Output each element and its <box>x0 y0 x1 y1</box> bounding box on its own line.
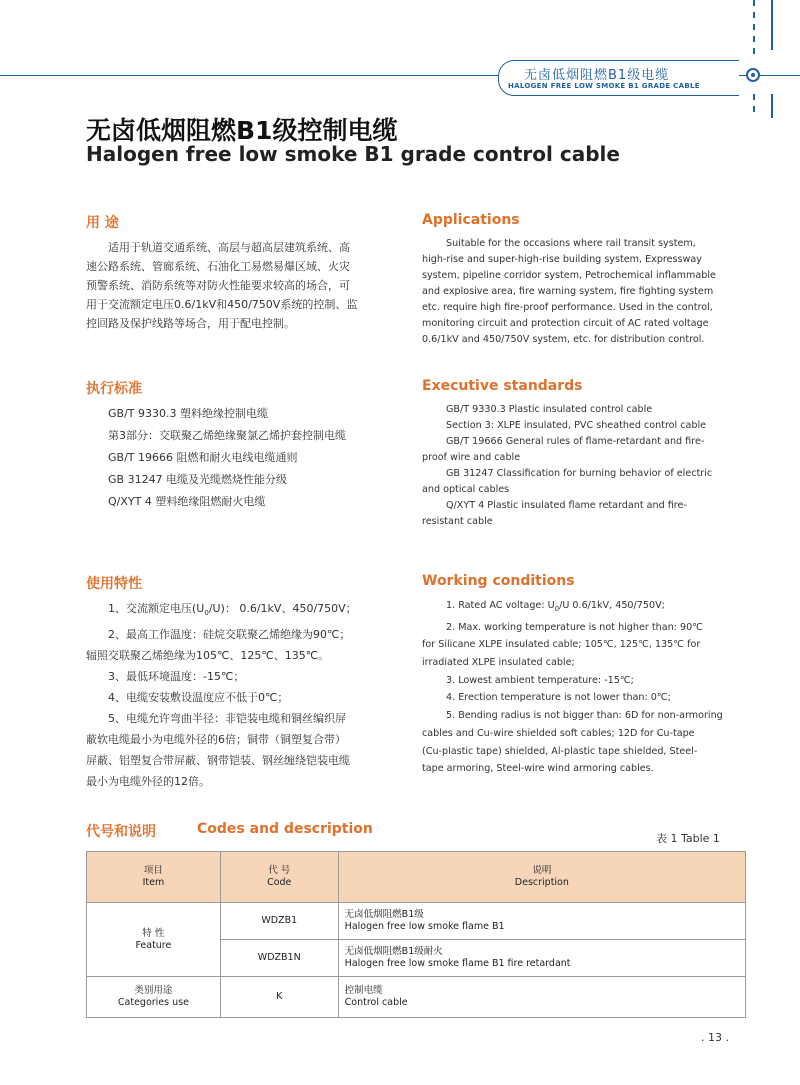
text-line: GB/T 9330.3 Plastic insulated control cable <box>446 404 653 415</box>
text-line: 0.6/1kV and 450/750V system, etc. for distribution control. <box>422 334 705 345</box>
text-fragment: 1、交流额定电压(U <box>108 602 205 615</box>
header-dash-mark <box>753 94 755 100</box>
standards-text-en <box>422 402 734 530</box>
text-line: 控回路及保护线路等场合，用于配电控制。 <box>86 317 295 330</box>
standards-text-cn <box>108 403 408 513</box>
text-line: 最小为电缆外径的12倍。 <box>86 775 210 789</box>
text-line: etc. require high fire-proof performance. Used in the control, <box>422 302 713 313</box>
section-heading-standards-en: Executive standards <box>422 378 583 394</box>
table-label: 表 1 Table 1 <box>656 832 720 845</box>
header-code-en: Code <box>267 877 292 888</box>
page-title-cn: 无卤低烟阻燃B1级控制电缆 <box>86 116 398 145</box>
subscript: 0 <box>204 609 209 618</box>
code-cell: WDZB1N <box>220 940 338 977</box>
code-cell: K <box>220 977 338 1018</box>
text-line <box>86 598 398 624</box>
header-dash-mark <box>753 48 755 54</box>
header-dash-mark <box>753 36 755 42</box>
text-line: Q/XYT 4 塑料绝缘阻燃耐火电缆 <box>108 495 266 508</box>
text-line: monitoring circuit and protection circuit of AC rated voltage <box>422 318 709 329</box>
text-line: Q/XYT 4 Plastic insulated flame retardant and fire- <box>446 500 687 511</box>
section-heading-codes-en: Codes and description <box>197 821 373 837</box>
text-line: GB 31247 Classification for burning behavior of electric <box>446 468 713 479</box>
page-title-en: Halogen free low smoke B1 grade control cable <box>86 142 620 166</box>
text-line: 速公路系统、管廊系统、石油化工易燃易爆区域、火灾 <box>86 260 350 273</box>
applications-text-cn <box>86 238 396 333</box>
feature-cn: 特 性 <box>142 927 165 939</box>
table-row <box>87 903 746 940</box>
page-number: . 13 . <box>701 1031 729 1044</box>
category-cell <box>87 977 221 1018</box>
text-line: (Cu-plastic tape) shielded, Al-plastic tape shielded, Steel- <box>422 745 698 757</box>
text-line: 4. Erection temperature is not lower than: 0℃; <box>446 692 671 704</box>
text-line: 4、电缆安装敷设温度应不低于0℃； <box>108 691 289 705</box>
code-cell: WDZB1 <box>220 903 338 940</box>
description-cn: 控制电缆 <box>344 985 383 996</box>
header-vertical-line <box>771 0 773 50</box>
text-line <box>422 597 736 619</box>
target-circle-icon <box>746 68 760 82</box>
text-fragment: 1. Rated AC voltage: U <box>446 600 555 611</box>
header-vertical-line <box>771 94 773 118</box>
applications-text-en <box>422 236 734 348</box>
text-line: Section 3: XLPE insulated, PVC sheathed control cable <box>446 420 707 431</box>
text-line: 2. Max. working temperature is not higher than: 90℃ <box>446 621 703 633</box>
section-heading-working-cn: 使用特性 <box>86 576 142 592</box>
header-title-en: HALOGEN FREE LOW SMOKE B1 GRADE CABLE <box>508 82 700 90</box>
text-line: cables and Cu-wire shielded soft cables; 12D for Cu-tape <box>422 727 695 739</box>
header-dash-mark <box>753 24 755 30</box>
text-line: GB/T 9330.3 塑料绝缘控制电缆 <box>108 407 268 420</box>
section-heading-applications-en: Applications <box>422 212 520 228</box>
text-line: 蔽软电缆最小为电缆外径的6倍；铜带（铜塑复合带） <box>86 733 346 747</box>
text-line: proof wire and cable <box>422 452 521 463</box>
text-fragment: /U 0.6/1kV, 450/750V; <box>559 600 665 611</box>
description-en: Halogen free low smoke flame B1 <box>344 921 505 932</box>
header-description <box>338 852 745 903</box>
text-line: GB/T 19666 General rules of flame-retardant and fire- <box>446 436 705 447</box>
header-dash-mark <box>753 0 755 6</box>
text-line: high-rise and super-high-rise building system, Expressway <box>422 254 702 265</box>
text-line: Suitable for the occasions where rail transit system, <box>446 238 696 249</box>
text-line: system, pipeline corridor system, Petrochemical inflammable <box>422 270 716 281</box>
text-line: and explosive area, fire warning system, fire fighting system <box>422 286 714 297</box>
description-cn: 无卤低烟阻燃B1级耐火 <box>344 946 443 957</box>
feature-en: Feature <box>135 939 172 951</box>
working-text-cn <box>86 598 398 792</box>
description-cell <box>338 977 745 1018</box>
subscript: 0 <box>554 604 560 613</box>
category-en: Categories use <box>117 997 189 1008</box>
category-cn: 类别用途 <box>134 985 173 996</box>
text-line: 屏蔽、铝塑复合带屏蔽、钢带铠装、钢丝缠绕铠装电缆 <box>86 754 350 768</box>
description-cell <box>338 940 745 977</box>
text-line: 第3部分：交联聚乙烯绝缘聚氯乙烯护套控制电缆 <box>108 429 346 442</box>
header-code-cn: 代 号 <box>268 865 291 876</box>
text-line: and optical cables <box>422 484 510 495</box>
header-code <box>220 852 338 903</box>
text-line: 预警系统、消防系统等对防火性能要求较高的场合，可 <box>86 279 350 292</box>
text-line: 5、电缆允许弯曲半径：非铠装电缆和铜丝编织屏 <box>108 712 346 726</box>
text-line: for Silicane XLPE insulated cable; 105℃, 125℃, 135℃ for <box>422 639 701 651</box>
text-line: GB 31247 电缆及光缆燃烧性能分级 <box>108 473 288 486</box>
text-line: 2、最高工作温度：硅烷交联聚乙烯绝缘为90℃； <box>108 628 351 642</box>
text-line: 5. Bending radius is not bigger than: 6D for non-armoring <box>446 710 723 722</box>
header-title-cn: 无卤低烟阻燃B1级电缆 <box>524 68 670 83</box>
table-row <box>87 977 746 1018</box>
text-line: 辐照交联聚乙烯绝缘为105℃、125℃、135℃。 <box>86 649 330 663</box>
description-en: Control cable <box>344 997 408 1008</box>
text-fragment: /U)： 0.6/1kV、450/750V； <box>208 602 357 615</box>
table-header-row <box>87 852 746 903</box>
section-heading-standards-cn: 执行标准 <box>86 381 142 397</box>
description-cell <box>338 903 745 940</box>
header-dash-mark <box>753 106 755 112</box>
text-line: 3. Lowest ambient temperature: -15℃; <box>446 674 634 686</box>
text-line: 适用于轨道交通系统、高层与超高层建筑系统、高 <box>108 241 350 254</box>
text-line: resistant cable <box>422 516 493 527</box>
text-line: 3、最低环境温度：-15℃； <box>108 670 245 684</box>
header-item <box>87 852 221 903</box>
header-description-en: Description <box>514 877 569 888</box>
feature-cell <box>87 903 221 977</box>
working-text-en <box>422 597 736 778</box>
text-line: irradiated XLPE insulated cable; <box>422 657 575 669</box>
header-item-cn: 项目 <box>143 865 163 876</box>
text-line: GB/T 19666 阻燃和耐火电线电缆通则 <box>108 451 298 464</box>
header-item-en: Item <box>142 877 165 888</box>
description-cn: 无卤低烟阻燃B1级 <box>344 909 424 920</box>
section-heading-codes-cn: 代号和说明 <box>86 824 156 840</box>
section-heading-applications-cn: 用 途 <box>86 215 119 231</box>
codes-table <box>86 851 746 1018</box>
text-line: tape armoring, Steel-wire wind armoring cables. <box>422 763 654 775</box>
text-line: 用于交流额定电压0.6/1kV和450/750V系统的控制、监 <box>86 298 358 311</box>
description-en: Halogen free low smoke flame B1 fire retardant <box>344 958 571 969</box>
header-description-cn: 说明 <box>532 865 552 876</box>
header-dash-mark <box>753 12 755 18</box>
section-heading-working-en: Working conditions <box>422 573 575 589</box>
